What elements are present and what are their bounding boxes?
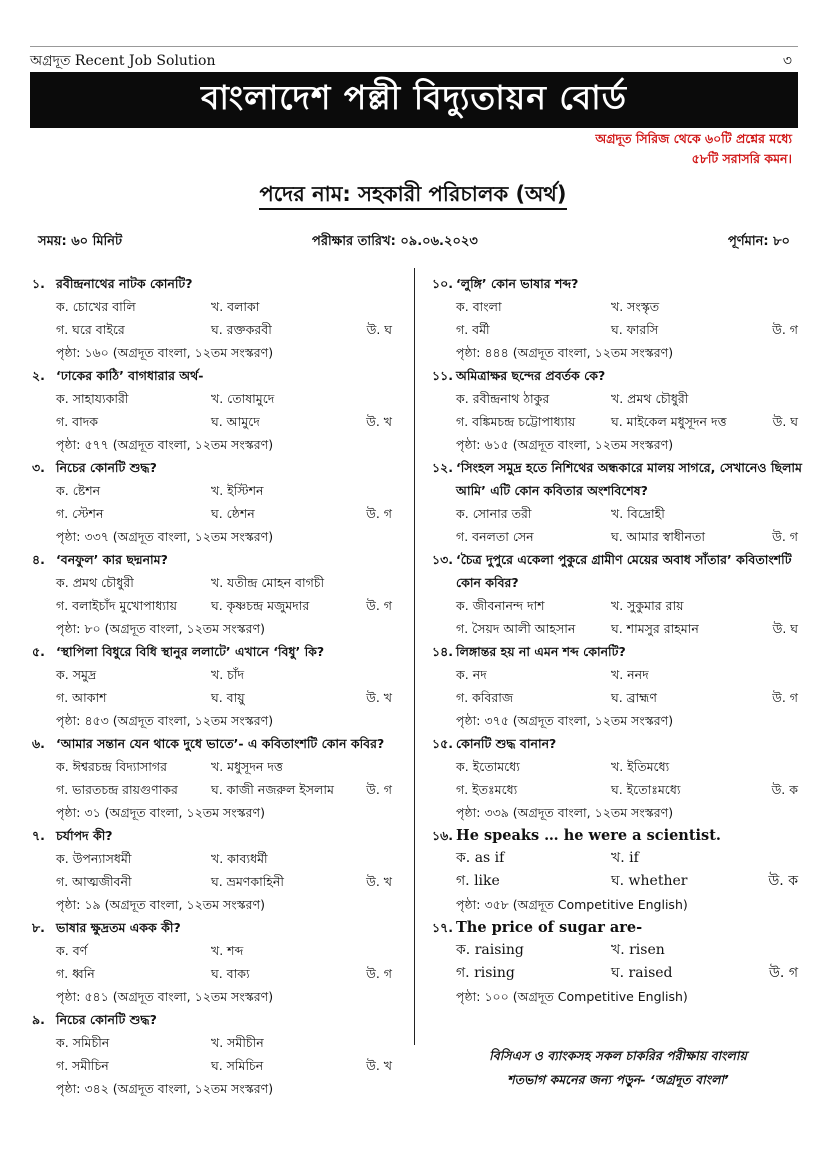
options-row	[32, 410, 398, 433]
question-text: ‘ঢাকের কাঠি’ বাগধারার অর্থ-	[56, 368, 204, 383]
option-d: ঘ. ফারসি	[611, 322, 659, 337]
options-row	[32, 1054, 398, 1077]
promo-note	[595, 129, 792, 169]
options-row	[432, 410, 804, 433]
page-reference: পৃষ্ঠা: ১০০ (অগ্রদূত Competitive English)	[456, 989, 688, 1004]
page-reference: পৃষ্ঠা: ৩৭৫ (অগ্রদূত বাংলা, ১২তম সংস্করণ)	[456, 713, 674, 728]
question-title	[432, 916, 804, 939]
page-reference: পৃষ্ঠা: ৩৩৯ (অগ্রদূত বাংলা, ১২তম সংস্করণ)	[456, 805, 674, 820]
question-number: ১৬.	[432, 828, 453, 843]
question-title	[432, 272, 804, 295]
page-reference: পৃষ্ঠা: ৬১৫ (অগ্রদূত বাংলা, ১২তম সংস্করণ)	[456, 437, 674, 452]
question-text: নিচের কোনটি শুদ্ধ?	[56, 1012, 157, 1027]
options-row	[432, 502, 804, 525]
answer-key: উ. গ	[769, 965, 798, 981]
question-item	[32, 732, 398, 824]
question-number: ৫.	[32, 644, 45, 659]
option-b: খ. ইস্টিশন	[211, 483, 264, 498]
option-b: খ. মধুসূদন দত্ত	[211, 759, 283, 774]
exam-time: সময়: ৬০ মিনিট	[38, 234, 123, 249]
option-c: গ. বলাইচাঁদ মুখোপাধ্যায়	[56, 598, 177, 613]
question-text: The price of sugar are-	[456, 919, 643, 936]
answer-key: উ. ক	[771, 782, 798, 797]
option-d: ঘ. ষ্ঠেশন	[211, 506, 255, 521]
answer-key: উ. খ	[366, 874, 392, 889]
options-row	[432, 525, 804, 548]
options-row	[432, 847, 804, 870]
option-b: খ. যতীন্দ্র মোহন বাগচী	[211, 575, 325, 590]
option-d: ঘ. কৃষ্ণচন্দ্র মজুমদার	[211, 598, 310, 613]
question-title	[32, 456, 398, 479]
question-item	[432, 548, 804, 640]
question-text: ‘সিংহল সমুদ্র হতে নিশিথের অন্ধকারে মালয় সাগরে, সেখানেও ছিলাম আমি’ এটি কোন কবিতার অংশবিশেষ?	[456, 460, 802, 498]
option-d: ঘ. বায়ু	[211, 690, 245, 705]
left-column	[32, 272, 398, 1100]
answer-key: উ. গ	[366, 598, 392, 613]
options-row	[32, 755, 398, 778]
question-item	[32, 824, 398, 916]
running-head: অগ্রদূত Recent Job Solution	[30, 53, 216, 69]
question-item	[432, 824, 804, 916]
option-b: খ. ইতিমধ্যে	[611, 759, 670, 774]
question-number: ১৩.	[432, 552, 453, 567]
options-row	[32, 686, 398, 709]
page-reference: পৃষ্ঠা: ১৯ (অগ্রদূত বাংলা, ১২তম সংস্করণ)	[56, 897, 265, 912]
option-c: গ. আত্মজীবনী	[56, 874, 132, 889]
option-a: ক. ঈশ্বরচন্দ্র বিদ্যাসাগর	[56, 759, 167, 774]
question-item	[432, 364, 804, 456]
option-b: খ. কাব্যধর্মী	[211, 851, 268, 866]
full-marks: পূর্ণমান: ৮০	[727, 234, 790, 249]
question-item	[432, 732, 804, 824]
option-c: গ. বাদক	[56, 414, 99, 429]
option-d: ঘ. রক্তকরবী	[211, 322, 272, 337]
question-item	[32, 272, 398, 364]
question-number: ৮.	[32, 920, 45, 935]
question-item	[32, 364, 398, 456]
answer-key: উ. গ	[772, 322, 798, 337]
options-row	[32, 318, 398, 341]
option-a: ক. নদ	[456, 667, 487, 682]
page-reference: পৃষ্ঠা: ৩৫৮ (অগ্রদূত Competitive English)	[456, 897, 688, 912]
option-b: খ. প্রমথ চৌধুরী	[611, 391, 689, 406]
question-item	[32, 916, 398, 1008]
option-a: ক. সমুদ্র	[56, 667, 97, 682]
question-number: ১০.	[432, 276, 453, 291]
options-row	[432, 686, 804, 709]
question-title	[32, 824, 398, 847]
question-text: ভাষার ক্ষুদ্রতম একক কী?	[56, 920, 181, 935]
option-c: গ. আকাশ	[56, 690, 107, 705]
question-text: ‘লুঙ্গি’ কোন ভাষার শব্দ?	[456, 276, 579, 291]
question-text: He speaks … he were a scientist.	[456, 827, 721, 844]
page-number: ৩	[782, 53, 792, 69]
answer-key: উ. গ	[772, 690, 798, 705]
option-a: ক. ইতোমধ্যে	[456, 759, 520, 774]
answer-key: উ. ঘ	[366, 322, 392, 337]
question-number: ৭.	[32, 828, 45, 843]
option-c: গ. like	[456, 873, 500, 889]
question-text: ‘বনফুল’ কার ছদ্মনাম?	[56, 552, 168, 567]
question-item	[32, 1008, 398, 1100]
option-b: খ. বলাকা	[211, 299, 260, 314]
right-column	[432, 272, 804, 1008]
question-number: ১৭.	[432, 920, 453, 935]
option-d: ঘ. ইতোঃমধ্যে	[611, 782, 681, 797]
option-b: খ. সুকুমার রায়	[611, 598, 684, 613]
option-a: ক. সাহায্যকারী	[56, 391, 129, 406]
options-row	[432, 755, 804, 778]
organization-banner: বাংলাদেশ পল্লী বিদ্যুতায়ন বোর্ড	[30, 72, 798, 128]
question-number: ১.	[32, 276, 45, 291]
question-title	[432, 732, 804, 755]
option-b: খ. শব্দ	[211, 943, 244, 958]
option-c: গ. ভারতচন্দ্র রায়গুণাকর	[56, 782, 178, 797]
option-b: খ. সংস্কৃত	[611, 299, 660, 314]
option-c: গ. কবিরাজ	[456, 690, 514, 705]
options-row	[32, 387, 398, 410]
footnote-line-1: বিসিএস ও ব্যাংকসহ সকল চাকরির পরীক্ষায় বাংলায়	[489, 1048, 747, 1063]
option-d: ঘ. ভ্রমণকাহিনী	[211, 874, 284, 889]
options-row	[32, 778, 398, 801]
page-reference: পৃষ্ঠা: ৫৪১ (অগ্রদূত বাংলা, ১২তম সংস্করণ)	[56, 989, 274, 1004]
page-reference: পৃষ্ঠা: ৪৪৪ (অগ্রদূত বাংলা, ১২তম সংস্করণ)	[456, 345, 674, 360]
options-row	[432, 318, 804, 341]
option-c: গ. ইতঃমধ্যে	[456, 782, 518, 797]
question-item	[32, 456, 398, 548]
question-title	[32, 732, 398, 755]
question-title	[432, 456, 804, 502]
answer-key: উ. ঘ	[772, 621, 798, 636]
question-title	[32, 1008, 398, 1031]
options-row	[32, 295, 398, 318]
question-title	[432, 640, 804, 663]
question-title	[32, 272, 398, 295]
question-item	[432, 272, 804, 364]
option-c: গ. বর্মী	[456, 322, 490, 337]
answer-key: উ. খ	[366, 690, 392, 705]
option-d: ঘ. কাজী নজরুল ইসলাম	[211, 782, 334, 797]
options-row	[32, 571, 398, 594]
question-text: নিচের কোনটি শুদ্ধ?	[56, 460, 157, 475]
answer-key: উ. খ	[366, 414, 392, 429]
options-row	[432, 962, 804, 985]
option-c: গ. ধ্বনি	[56, 966, 95, 981]
question-title	[432, 548, 804, 594]
options-row	[432, 594, 804, 617]
question-item	[432, 640, 804, 732]
question-item	[32, 548, 398, 640]
option-c: গ. সৈয়দ আলী আহসান	[456, 621, 576, 636]
question-number: ১৪.	[432, 644, 453, 659]
question-number: ১৫.	[432, 736, 453, 751]
question-title	[32, 548, 398, 571]
answer-key: উ. গ	[366, 966, 392, 981]
option-a: ক. প্রমথ চৌধুরী	[56, 575, 134, 590]
option-d: ঘ. ব্রাহ্মণ	[611, 690, 657, 705]
answer-key: উ. ঘ	[772, 414, 798, 429]
page-reference: পৃষ্ঠা: ৩৪২ (অগ্রদূত বাংলা, ১২তম সংস্করণ)	[56, 1081, 274, 1096]
question-text: রবীন্দ্রনাথের নাটক কোনটি?	[56, 276, 193, 291]
option-a: ক. ষ্টেশন	[56, 483, 101, 498]
option-a: ক. সমিচীন	[56, 1035, 110, 1050]
options-row	[32, 1031, 398, 1054]
option-b: খ. সমীচীন	[211, 1035, 264, 1050]
question-text: কোনটি শুদ্ধ বানান?	[456, 736, 557, 751]
question-title	[32, 364, 398, 387]
question-number: ১১.	[432, 368, 453, 383]
options-row	[432, 870, 804, 893]
question-title	[32, 916, 398, 939]
question-number: ৪.	[32, 552, 45, 567]
answer-key: উ. গ	[366, 782, 392, 797]
question-item	[432, 916, 804, 1008]
options-row	[32, 847, 398, 870]
question-item	[432, 456, 804, 548]
footnote	[432, 1044, 804, 1092]
options-row	[32, 870, 398, 893]
options-row	[32, 502, 398, 525]
option-b: খ. ননদ	[611, 667, 649, 682]
option-a: ক. সোনার তরী	[456, 506, 532, 521]
option-d: ঘ. বাক্য	[211, 966, 250, 981]
promo-line-2: ৫৮টি সরাসরি কমন।	[691, 151, 792, 166]
answer-key: উ. ক	[768, 873, 798, 889]
column-divider	[414, 268, 415, 1045]
option-a: ক. রবীন্দ্রনাথ ঠাকুর	[456, 391, 550, 406]
option-c: গ. বঙ্কিমচন্দ্র চট্টোপাধ্যায়	[456, 414, 576, 429]
question-text: অমিত্রাক্ষর ছন্দের প্রবর্তক কে?	[456, 368, 606, 383]
answer-key: উ. গ	[772, 529, 798, 544]
option-d: ঘ. raised	[611, 965, 673, 981]
post-title-text: পদের নাম: সহকারী পরিচালক (অর্থ)	[259, 182, 566, 210]
question-title	[32, 640, 398, 663]
header-rule	[30, 46, 798, 47]
options-row	[432, 939, 804, 962]
option-a: ক. জীবনানন্দ দাশ	[456, 598, 545, 613]
options-row	[32, 594, 398, 617]
option-d: ঘ. শামসুর রাহমান	[611, 621, 699, 636]
option-c: গ. rising	[456, 965, 515, 981]
option-b: খ. চাঁদ	[211, 667, 245, 682]
option-b: খ. risen	[611, 942, 665, 958]
options-row	[432, 617, 804, 640]
answer-key: উ. গ	[366, 506, 392, 521]
option-b: খ. বিদ্রোহী	[611, 506, 665, 521]
page-reference: পৃষ্ঠা: ৪৫৩ (অগ্রদূত বাংলা, ১২তম সংস্করণ)	[56, 713, 274, 728]
question-item	[32, 640, 398, 732]
page-reference: পৃষ্ঠা: ৫৭৭ (অগ্রদূত বাংলা, ১২তম সংস্করণ)	[56, 437, 274, 452]
question-number: ৯.	[32, 1012, 45, 1027]
option-a: ক. raising	[456, 942, 524, 958]
post-title	[0, 178, 826, 213]
option-a: ক. বর্ণ	[56, 943, 88, 958]
page-reference: পৃষ্ঠা: ৩১ (অগ্রদূত বাংলা, ১২তম সংস্করণ)	[56, 805, 265, 820]
page-reference: পৃষ্ঠা: ৮০ (অগ্রদূত বাংলা, ১২তম সংস্করণ)	[56, 621, 265, 636]
option-d: ঘ. মাইকেল মধুসূদন দত্ত	[611, 414, 727, 429]
option-c: গ. ঘরে বাইরে	[56, 322, 125, 337]
question-number: ৬.	[32, 736, 45, 751]
options-row	[432, 295, 804, 318]
options-row	[32, 479, 398, 502]
question-text: ‘স্থাপিলা বিধুরে বিধি স্থানুর ললাটে’ এখানে ‘বিধু’ কি?	[56, 644, 325, 659]
footnote-line-2: শতভাগ কমনের জন্য পড়ুন- ‘অগ্রদূত বাংলা’	[507, 1072, 729, 1087]
options-row	[32, 663, 398, 686]
question-title	[432, 364, 804, 387]
option-d: ঘ. সমিচিন	[211, 1058, 264, 1073]
exam-date: পরীক্ষার তারিখ: ০৯.০৬.২০২৩	[312, 234, 478, 249]
option-d: ঘ. আমার স্বাধীনতা	[611, 529, 705, 544]
question-number: ৩.	[32, 460, 45, 475]
option-b: খ. তোষামুদে	[211, 391, 275, 406]
option-a: ক. উপন্যাসধর্মী	[56, 851, 132, 866]
option-c: গ. সমীচিন	[56, 1058, 109, 1073]
promo-line-1: অগ্রদূত সিরিজ থেকে ৬০টি প্রশ্নের মধ্যে	[595, 131, 792, 146]
options-row	[32, 939, 398, 962]
option-b: খ. if	[611, 850, 639, 866]
option-c: গ. বনলতা সেন	[456, 529, 534, 544]
options-row	[432, 778, 804, 801]
option-c: গ. স্টেশন	[56, 506, 104, 521]
question-title	[432, 824, 804, 847]
answer-key: উ. খ	[366, 1058, 392, 1073]
option-a: ক. চোখের বালি	[56, 299, 136, 314]
question-text: চর্যাপদ কী?	[56, 828, 113, 843]
options-row	[432, 387, 804, 410]
question-text: লিঙ্গান্তর হয় না এমন শব্দ কোনটি?	[456, 644, 626, 659]
page-reference: পৃষ্ঠা: ৩৩৭ (অগ্রদূত বাংলা, ১২তম সংস্করণ)	[56, 529, 274, 544]
question-text: ‘চৈত্র দুপুরে একেলা পুকুরে গ্রামীণ মেয়ের অবাধ সাঁতার’ কবিতাংশটি কোন কবির?	[456, 552, 792, 590]
option-a: ক. বাংলা	[456, 299, 502, 314]
option-d: ঘ. whether	[611, 873, 688, 889]
option-a: ক. as if	[456, 850, 505, 866]
page-reference: পৃষ্ঠা: ১৬০ (অগ্রদূত বাংলা, ১২তম সংস্করণ)	[56, 345, 274, 360]
question-text: ‘আমার সন্তান যেন থাকে দুধে ভাতে’- এ কবিতাংশটি কোন কবির?	[56, 736, 385, 751]
options-row	[432, 663, 804, 686]
option-d: ঘ. আমুদে	[211, 414, 260, 429]
question-number: ১২.	[432, 460, 453, 475]
question-number: ২.	[32, 368, 45, 383]
options-row	[32, 962, 398, 985]
